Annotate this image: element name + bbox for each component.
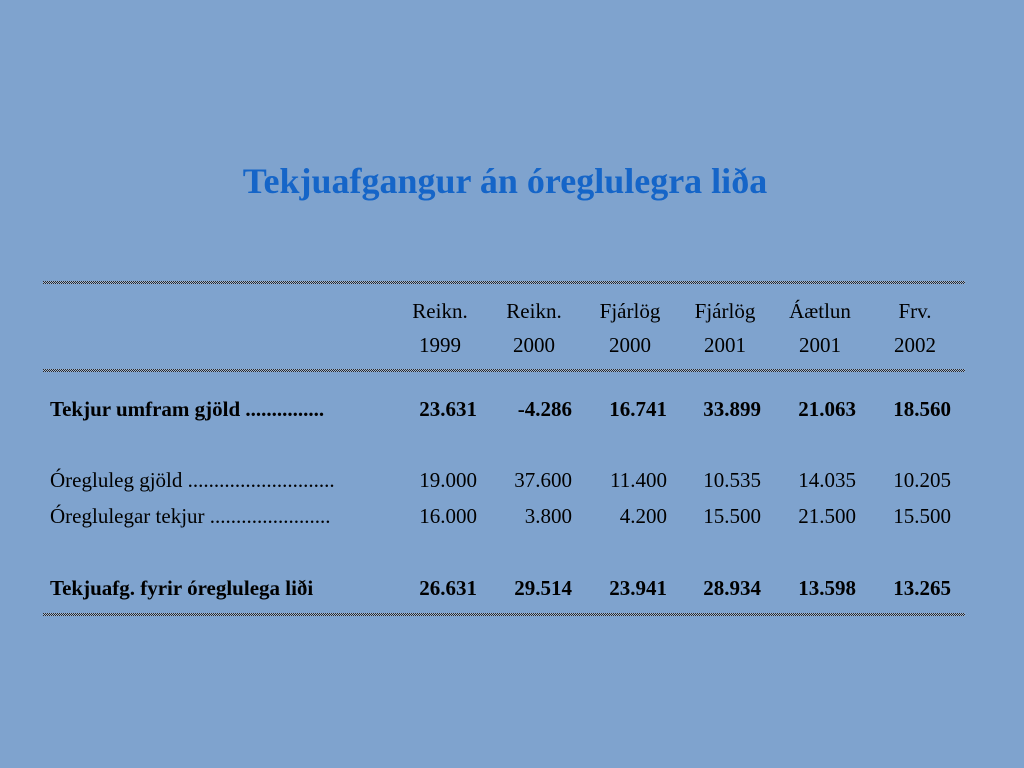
- col-header-4-line1: Fjárlög: [694, 299, 756, 323]
- table-row-oregluleg-gjold: [0, 468, 1024, 502]
- table-cell: 29.514: [514, 576, 572, 600]
- table-cell: 21.063: [798, 397, 856, 421]
- row-label: Tekjur umfram gjöld ...............: [50, 397, 325, 421]
- col-header-4-line2: 2001: [704, 333, 746, 357]
- table-cell: 19.000: [419, 468, 477, 492]
- row-label: Tekjuafg. fyrir óreglulega liði: [50, 576, 314, 600]
- col-header-6-line2: 2002: [894, 333, 936, 357]
- col-header-1-line2: 1999: [419, 333, 461, 357]
- table-row-oreglulegar-tekjur: [0, 504, 1024, 538]
- header-bottom-rule: [43, 369, 965, 372]
- col-header-3-line2: 2000: [609, 333, 651, 357]
- col-header-5-line1: Áætlun: [789, 299, 851, 323]
- row-label: Óreglulegar tekjur .......................: [50, 504, 331, 528]
- table-cell: 28.934: [703, 576, 761, 600]
- table-cell: 18.560: [893, 397, 951, 421]
- table-top-rule: [43, 281, 965, 284]
- table-cell: 26.631: [419, 576, 477, 600]
- table-cell: 10.205: [893, 468, 951, 492]
- col-header-6-line1: Frv.: [898, 299, 932, 323]
- table-cell: 37.600: [514, 468, 572, 492]
- table-cell: 16.000: [419, 504, 477, 528]
- table-row-tekjuafg-fyrir-oreglulega-lidi: [0, 576, 1024, 610]
- col-header-2-line1: Reikn.: [506, 299, 562, 323]
- row-label: Óregluleg gjöld ............................: [50, 468, 335, 492]
- table-cell: 23.941: [609, 576, 667, 600]
- table-bottom-rule: [43, 613, 965, 616]
- page-title: Tekjuafgangur án óreglulegra liða: [242, 161, 768, 201]
- col-header-3-line1: Fjárlög: [599, 299, 661, 323]
- table-cell: 16.741: [609, 397, 667, 421]
- table-cell: 13.265: [893, 576, 951, 600]
- table-cell: 11.400: [610, 468, 667, 492]
- table-cell: 21.500: [798, 504, 856, 528]
- table-cell: 10.535: [703, 468, 761, 492]
- col-header-1-line1: Reikn.: [412, 299, 468, 323]
- table-cell: 14.035: [798, 468, 856, 492]
- table-row-tekjur-umfram-gjold: [0, 397, 1024, 431]
- col-header-5-line2: 2001: [799, 333, 841, 357]
- table-cell: -4.286: [517, 397, 572, 421]
- col-header-2-line2: 2000: [513, 333, 555, 357]
- table-cell: 15.500: [893, 504, 951, 528]
- table-cell: 13.598: [798, 576, 856, 600]
- table-cell: 15.500: [703, 504, 761, 528]
- table-cell: 33.899: [703, 397, 761, 421]
- table-cell: 3.800: [524, 504, 572, 528]
- table-cell: 23.631: [419, 397, 477, 421]
- table-cell: 4.200: [619, 504, 667, 528]
